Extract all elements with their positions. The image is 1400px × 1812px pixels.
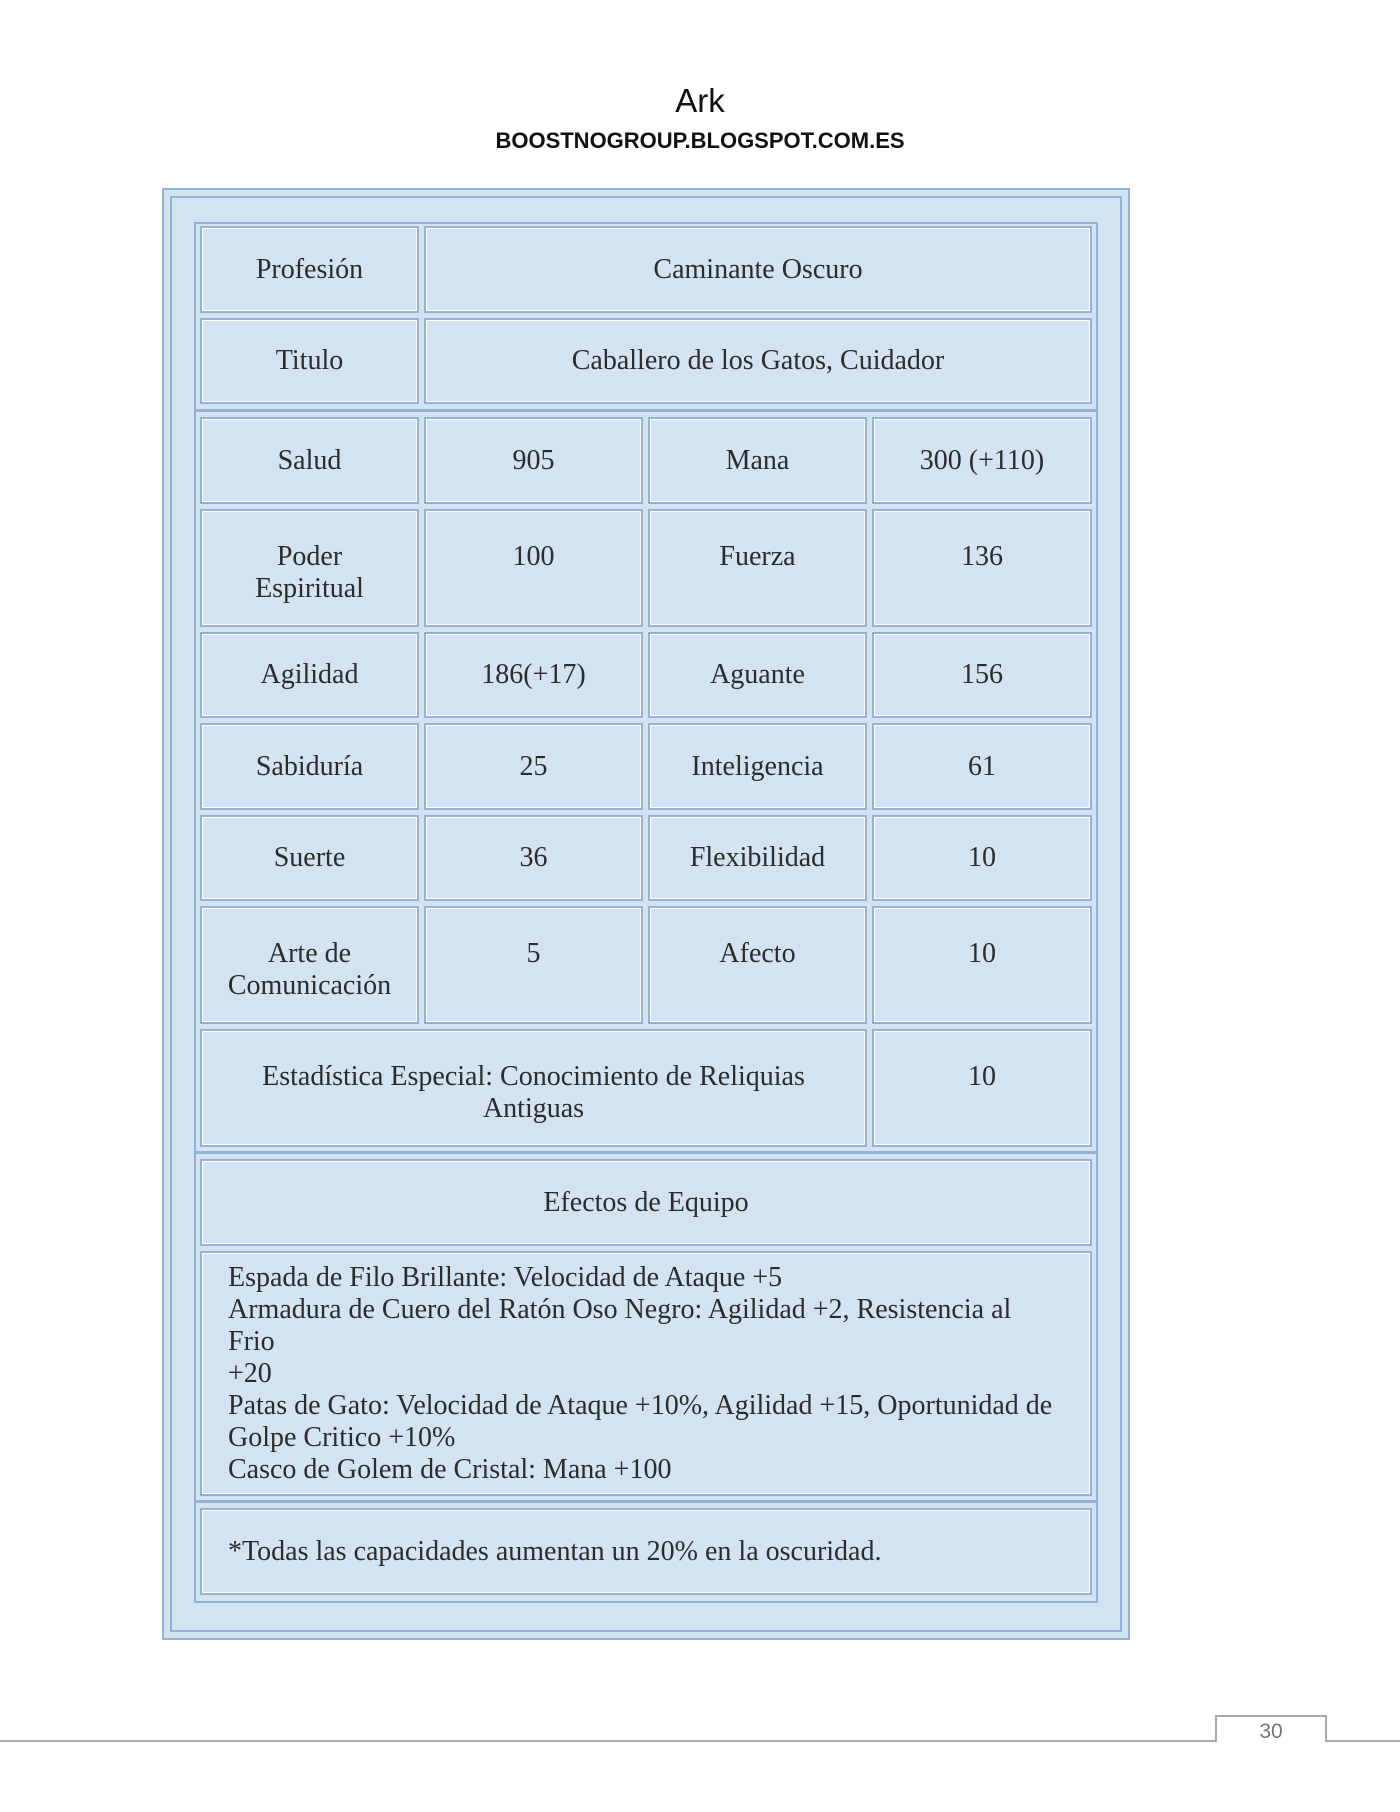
stat-label: Inteligencia <box>648 723 867 810</box>
title-value: Caballero de los Gatos, Cuidador <box>424 318 1092 404</box>
special-stat-label: Estadística Especial: Conocimiento de Reliquias Antiguas <box>200 1029 867 1147</box>
section-divider <box>194 1500 1098 1503</box>
stat-label: Poder Espiritual <box>200 509 419 627</box>
stat-value: 136 <box>872 509 1092 627</box>
stat-value: 905 <box>424 417 643 504</box>
stat-label: Fuerza <box>648 509 867 627</box>
stat-value: 10 <box>872 906 1092 1024</box>
stat-label: Flexibilidad <box>648 815 867 901</box>
footer-rule <box>0 1740 1215 1742</box>
section-divider <box>194 1151 1098 1154</box>
section-divider <box>194 409 1098 412</box>
footer-rule <box>1327 1740 1400 1742</box>
page-number: 30 <box>1259 1720 1283 1743</box>
equipment-heading: Efectos de Equipo <box>200 1159 1092 1246</box>
equipment-effects: Espada de Filo Brillante: Velocidad de Ataque +5 Armadura de Cuero del Ratón Oso Negro: Agilidad +2, Resistencia al Frio +20 Patas de Gato: Velocidad de Ataque +10%, Agilidad +15, Oportunidad de Golpe Critico +10% Casco de Golem de Cristal: Mana +100 <box>200 1251 1092 1496</box>
stat-value: 156 <box>872 632 1092 718</box>
stat-value: 10 <box>872 815 1092 901</box>
stat-value: 300 (+110) <box>872 417 1092 504</box>
stat-label: Agilidad <box>200 632 419 718</box>
stat-label: Afecto <box>648 906 867 1024</box>
document-title: Ark <box>675 82 725 119</box>
stat-value: 25 <box>424 723 643 810</box>
stat-label: Mana <box>648 417 867 504</box>
profession-value: Caminante Oscuro <box>424 226 1092 313</box>
special-stat-value: 10 <box>872 1029 1092 1147</box>
stat-value: 61 <box>872 723 1092 810</box>
title-label: Titulo <box>200 318 419 404</box>
stat-label: Sabiduría <box>200 723 419 810</box>
stat-value: 5 <box>424 906 643 1024</box>
stat-value: 186(+17) <box>424 632 643 718</box>
stat-value: 36 <box>424 815 643 901</box>
darkness-note: *Todas las capacidades aumentan un 20% en la oscuridad. <box>200 1508 1092 1595</box>
stat-label: Arte de Comunicación <box>200 906 419 1024</box>
document-subtitle: BOOSTNOGROUP.BLOGSPOT.COM.ES <box>495 128 905 153</box>
stat-label: Suerte <box>200 815 419 901</box>
stat-label: Aguante <box>648 632 867 718</box>
stat-value: 100 <box>424 509 643 627</box>
profession-label: Profesión <box>200 226 419 313</box>
stat-label: Salud <box>200 417 419 504</box>
